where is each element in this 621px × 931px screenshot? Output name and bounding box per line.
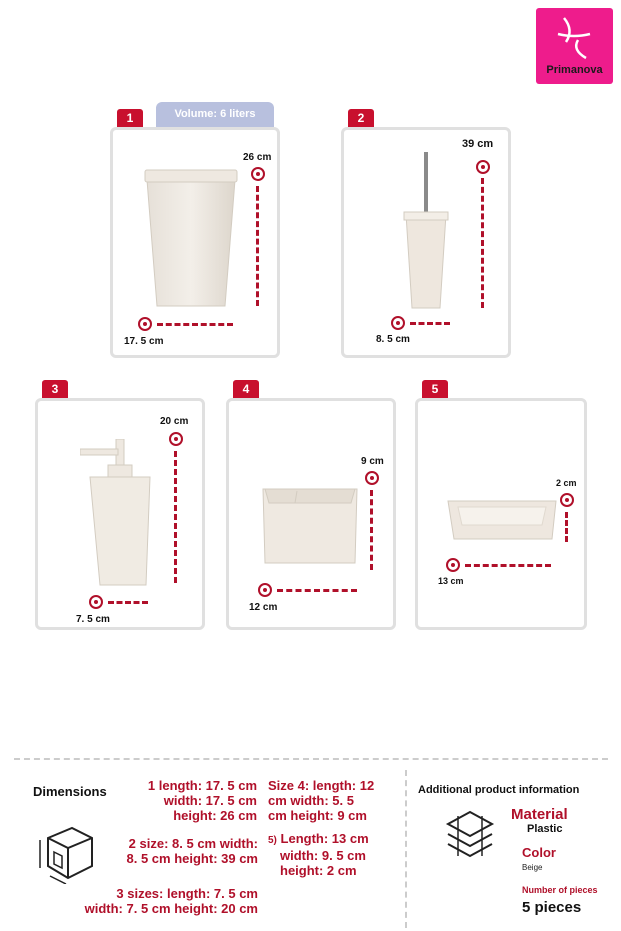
width-label: 7. 5 cm xyxy=(76,614,110,625)
height-label: 2 cm xyxy=(556,478,577,488)
product-number-4: 4 xyxy=(233,380,259,398)
pieces-label: Number of pieces xyxy=(522,885,598,895)
width-marker-dot xyxy=(89,595,103,609)
height-label: 39 cm xyxy=(462,138,494,150)
width-dash-line xyxy=(157,323,233,326)
product-number-2: 2 xyxy=(348,109,374,127)
color-value: Beige xyxy=(522,863,543,872)
toothbrush-holder-image xyxy=(259,483,361,565)
width-label: 17. 5 cm xyxy=(124,336,164,347)
product-number-5: 5 xyxy=(422,380,448,398)
height-dash-line xyxy=(174,451,177,583)
waste-bin-image xyxy=(143,168,239,310)
height-dash-line xyxy=(481,178,484,308)
material-value: Plastic xyxy=(527,823,563,835)
width-dash-line xyxy=(465,564,551,567)
product-card-5 xyxy=(415,398,587,630)
width-label: 13 cm xyxy=(438,576,464,586)
product-card-2 xyxy=(341,127,511,358)
height-dash-line xyxy=(565,512,568,542)
width-dash-line xyxy=(410,322,450,325)
brand-name: Primanova xyxy=(546,64,603,76)
height-marker-dot xyxy=(169,432,183,446)
info-heading: Additional product information xyxy=(418,784,580,796)
pieces-value: 5 pieces xyxy=(522,899,582,916)
column-divider xyxy=(405,770,407,928)
height-marker-dot xyxy=(365,471,379,485)
logo-mark-icon xyxy=(536,8,613,68)
width-marker-dot xyxy=(446,558,460,572)
dimensions-heading: Dimensions xyxy=(33,784,107,799)
material-label: Material xyxy=(511,806,568,823)
height-label: 20 cm xyxy=(160,416,189,427)
width-marker-dot xyxy=(258,583,272,597)
volume-badge: Volume: 6 liters xyxy=(156,102,274,127)
material-layers-icon xyxy=(442,808,498,864)
section-divider xyxy=(14,758,608,760)
soap-dispenser-image xyxy=(80,439,160,587)
width-label: 12 cm xyxy=(249,602,278,613)
width-dash-line xyxy=(108,601,148,604)
height-label: 9 cm xyxy=(361,456,384,467)
product-card-1 xyxy=(110,127,280,358)
height-label: 26 cm xyxy=(243,152,272,163)
width-dash-line xyxy=(277,589,357,592)
height-marker-dot xyxy=(251,167,265,181)
height-dash-line xyxy=(370,490,373,570)
product-number-3: 3 xyxy=(42,380,68,398)
width-marker-dot xyxy=(391,316,405,330)
product-number-1: 1 xyxy=(117,109,143,127)
height-marker-dot xyxy=(476,160,490,174)
width-marker-dot xyxy=(138,317,152,331)
soap-dish-image xyxy=(446,495,558,545)
dimensions-item-3: 3 sizes: length: 7. 5 cm width: 7. 5 cm height: 20 cm xyxy=(84,886,258,916)
height-dash-line xyxy=(256,186,259,306)
product-card-3 xyxy=(35,398,205,630)
box-dimensions-icon xyxy=(34,822,100,884)
width-label: 8. 5 cm xyxy=(376,334,410,345)
height-marker-dot xyxy=(560,493,574,507)
dimensions-item-1: 1 length: 17. 5 cm width: 17. 5 cm height: 26 cm xyxy=(147,778,257,823)
dimensions-item-4: Size 4: length: 12 cm width: 5. 5 cm height: 9 cm xyxy=(268,778,375,823)
toilet-brush-image xyxy=(402,152,452,312)
color-label: Color xyxy=(522,845,556,860)
dimensions-item-2: 2 size: 8. 5 cm width: 8. 5 cm height: 39 cm xyxy=(126,836,258,866)
product-card-4 xyxy=(226,398,396,630)
dimensions-item-5: 5) Length: 13 cm width: 9. 5 cm height: 2 cm xyxy=(268,831,369,878)
brand-logo xyxy=(536,8,613,84)
